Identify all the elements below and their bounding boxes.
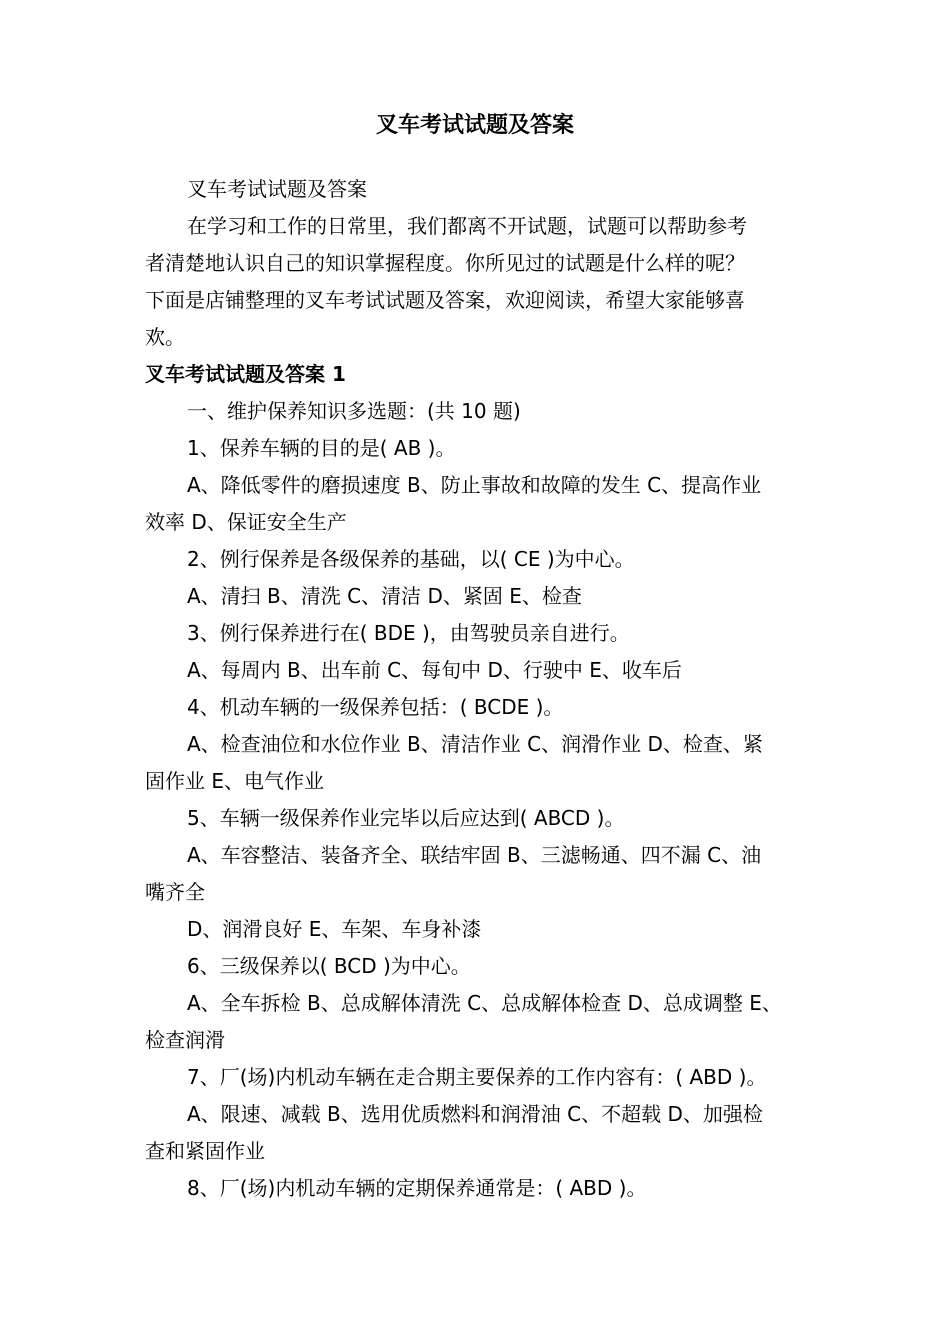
section-heading: 叉车考试试题及答案 1 bbox=[145, 362, 346, 386]
question-line: 7、厂(场)内机动车辆在走合期主要保养的工作内容有：( ABD )。 bbox=[187, 1065, 767, 1089]
options-line: A、车容整洁、装备齐全、联结牢固 B、三滤畅通、四不漏 C、油 bbox=[187, 843, 762, 867]
document-title: 叉车考试试题及答案 bbox=[375, 113, 574, 138]
question-line: 8、厂(场)内机动车辆的定期保养通常是：( ABD )。 bbox=[187, 1176, 647, 1200]
paragraph-line: 欢。 bbox=[145, 325, 185, 349]
question-line: 5、车辆一级保养作业完毕以后应达到( ABCD )。 bbox=[187, 806, 625, 830]
options-line: A、降低零件的磨损速度 B、防止事故和故障的发生 C、提高作业 bbox=[187, 473, 762, 497]
options-line: 检查润滑 bbox=[145, 1028, 225, 1052]
options-line: D、润滑良好 E、车架、车身补漆 bbox=[187, 917, 482, 941]
options-line: 固作业 E、电气作业 bbox=[145, 769, 324, 793]
options-line: A、检查油位和水位作业 B、清洁作业 C、润滑作业 D、检查、紧 bbox=[187, 732, 763, 756]
paragraph-line: 下面是店铺整理的叉车考试试题及答案，欢迎阅读，希望大家能够喜 bbox=[145, 288, 745, 312]
question-line: 6、三级保养以( BCD )为中心。 bbox=[187, 954, 471, 978]
options-line: 查和紧固作业 bbox=[145, 1139, 265, 1163]
options-line: A、限速、减载 B、选用优质燃料和润滑油 C、不超载 D、加强检 bbox=[187, 1102, 763, 1126]
question-group-heading: 一、维护保养知识多选题：(共 10 题) bbox=[187, 399, 521, 423]
intro-heading: 叉车考试试题及答案 bbox=[187, 177, 367, 201]
question-line: 2、例行保养是各级保养的基础，以( CE )为中心。 bbox=[187, 547, 635, 571]
paragraph-line: 者清楚地认识自己的知识掌握程度。你所见过的试题是什么样的呢？ bbox=[145, 251, 745, 275]
paragraph-line: 在学习和工作的日常里，我们都离不开试题，试题可以帮助参考 bbox=[187, 214, 747, 238]
question-line: 4、机动车辆的一级保养包括：( BCDE )。 bbox=[187, 695, 564, 719]
question-line: 3、例行保养进行在( BDE )，由驾驶员亲自进行。 bbox=[187, 621, 630, 645]
question-line: 1、保养车辆的目的是( AB )。 bbox=[187, 436, 456, 460]
options-line: A、清扫 B、清洗 C、清洁 D、紧固 E、检查 bbox=[187, 584, 582, 608]
options-line: 效率 D、保证安全生产 bbox=[145, 510, 347, 534]
options-line: A、全车拆检 B、总成解体清洗 C、总成解体检查 D、总成调整 E、 bbox=[187, 991, 782, 1015]
options-line: A、每周内 B、出车前 C、每旬中 D、行驶中 E、收车后 bbox=[187, 658, 682, 682]
options-line: 嘴齐全 bbox=[145, 880, 205, 904]
